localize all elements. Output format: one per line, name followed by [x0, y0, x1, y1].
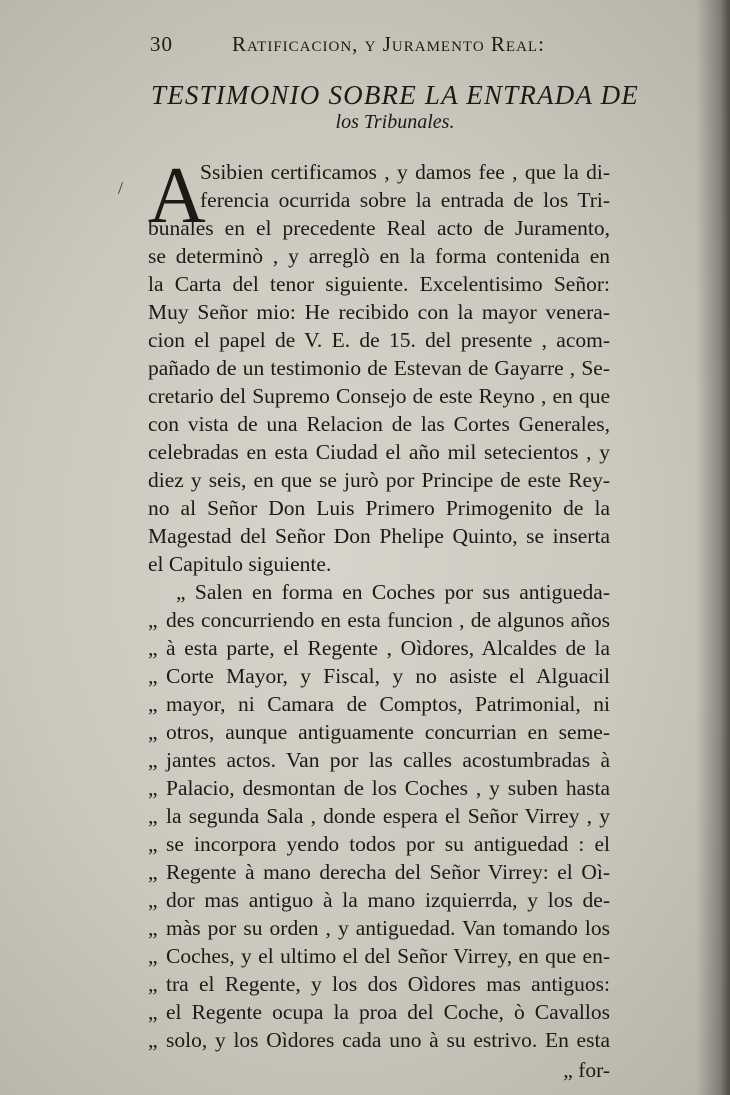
quote-mark: „ — [148, 888, 158, 912]
section-subtitle: los Tribunales. — [335, 111, 455, 133]
quoted-line: Palacio, desmontan de los Coches , y suben hasta — [166, 776, 610, 800]
page-header — [150, 32, 610, 62]
quote-mark: „ — [148, 1000, 158, 1024]
gutter-shadow — [696, 0, 730, 1095]
quoted-line: „ Salen en forma en Coches por sus antigueda- — [176, 580, 610, 604]
quote-mark: „ — [148, 776, 158, 800]
quoted-line: tra el Regente, y los dos Oìdores mas antiguos: — [166, 972, 610, 996]
section-title: TESTIMONIO SOBRE LA ENTRADA DE — [151, 80, 639, 110]
quoted-line: Regente à mano derecha del Señor Virrey: el Oì- — [166, 860, 610, 884]
quoted-line: jantes actos. Van por las calles acostumbradas à — [166, 748, 610, 772]
body-line: ferencia ocurrida sobre la entrada de los Tri- — [200, 188, 610, 212]
body-line: no al Señor Don Luis Primero Primogenito de la — [148, 496, 610, 520]
drop-cap: A — [148, 152, 206, 240]
body-line: pañado de un testimonio de Estevan de Gayarre , Se- — [148, 356, 610, 380]
quote-mark: „ — [148, 804, 158, 828]
quote-mark: „ — [148, 636, 158, 660]
body-line: cion el papel de V. E. de 15. del presente , acom- — [148, 328, 610, 352]
quote-mark: „ — [148, 860, 158, 884]
quote-mark: „ — [148, 916, 158, 940]
margin-mark: / — [118, 178, 124, 198]
body-line: diez y seis, en que se jurò por Principe de este Rey- — [148, 468, 610, 492]
body-line: el Capitulo siguiente. — [148, 552, 332, 576]
body-line: la Carta del tenor siguiente. Excelentisimo Señor: — [148, 272, 610, 296]
quote-mark: „ — [148, 720, 158, 744]
quoted-line: màs por su orden , y antiguedad. Van tomando los — [166, 916, 610, 940]
quote-mark: „ — [148, 748, 158, 772]
quoted-line: la segunda Sala , donde espera el Señor Virrey , y — [166, 804, 610, 828]
quote-mark: „ — [148, 972, 158, 996]
quoted-line: Coches, y el ultimo el del Señor Virrey, en que en- — [166, 944, 610, 968]
quote-mark: „ — [148, 692, 158, 716]
body-line: con vista de una Relacion de las Cortes Generales, — [148, 412, 610, 436]
quoted-line: des concurriendo en esta funcion , de algunos años — [166, 608, 610, 632]
page-number: 30 — [150, 32, 173, 56]
body-line: cretario del Supremo Consejo de este Reyno , en que — [148, 384, 610, 408]
body-line: Magestad del Señor Don Phelipe Quinto, se inserta — [148, 524, 610, 548]
quote-mark: „ — [148, 944, 158, 968]
quoted-line: solo, y los Oìdores cada uno à su estrivo. En esta — [166, 1028, 610, 1052]
quoted-line: à esta parte, el Regente , Oìdores, Alcaldes de la — [166, 636, 610, 660]
catchword: „ for- — [563, 1058, 610, 1082]
running-title: Ratificacion, y Juramento Real: — [232, 32, 545, 56]
body-line: bunales en el precedente Real acto de Juramento, — [148, 216, 610, 240]
quoted-line: dor mas antiguo à la mano izquierrda, y los de- — [166, 888, 610, 912]
quoted-line: se incorpora yendo todos por su antiguedad : el — [166, 832, 610, 856]
body-line: se determinò , y arreglò en la forma contenida en — [148, 244, 610, 268]
quote-mark: „ — [148, 664, 158, 688]
quoted-line: otros, aunque antiguamente concurrian en seme- — [166, 720, 610, 744]
quote-mark: „ — [148, 1028, 158, 1052]
body-line: Muy Señor mio: He recibido con la mayor venera- — [148, 300, 610, 324]
body-line: celebradas en esta Ciudad el año mil setecientos , y — [148, 440, 610, 464]
quoted-line: Corte Mayor, y Fiscal, y no asiste el Alguacil — [166, 664, 610, 688]
quoted-line: mayor, ni Camara de Comptos, Patrimonial, ni — [166, 692, 610, 716]
quoted-line: el Regente ocupa la proa del Coche, ò Cavallos — [166, 1000, 610, 1024]
quote-mark: „ — [148, 832, 158, 856]
quote-mark: „ — [148, 608, 158, 632]
body-line: Ssibien certificamos , y damos fee , que la di- — [200, 160, 610, 184]
